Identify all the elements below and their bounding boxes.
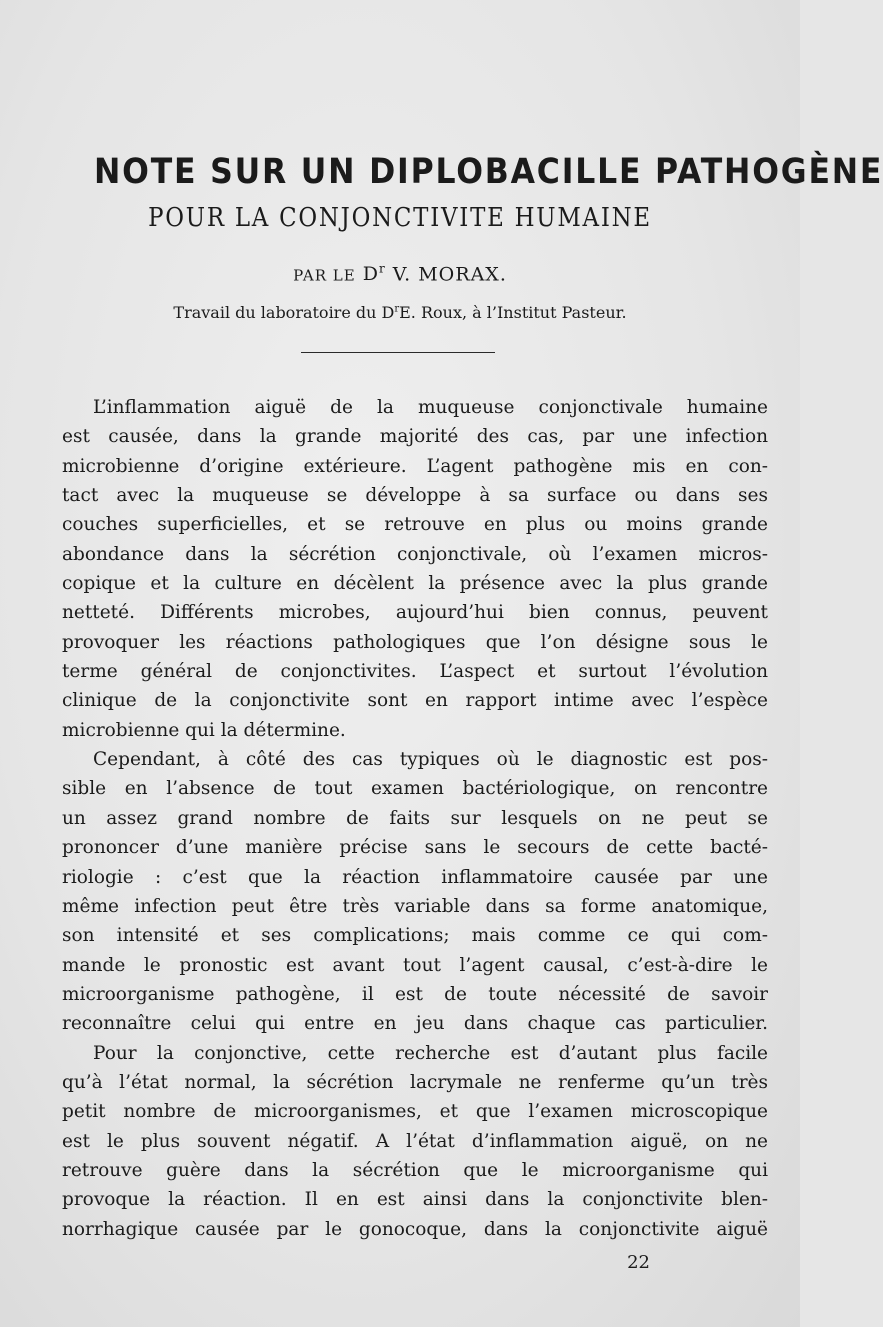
body-line: copique et la culture en décèlent la présence avec la plus grande <box>62 573 768 595</box>
body-line: petit nombre de microorganismes, et que l’examen microscopique <box>62 1101 768 1123</box>
author-name: V. MORAX. <box>392 263 507 286</box>
byline-prefix: PAR LE <box>293 266 356 285</box>
body-line: terme général de conjonctivites. L’aspect et surtout l’évolution <box>62 661 768 683</box>
byline-dr: D <box>362 263 379 286</box>
body-line: clinique de la conjonctivite sont en rapport intime avec l’espèce <box>62 690 768 712</box>
body-line: prononcer d’une manière précise sans le secours de cette bacté- <box>62 837 768 859</box>
body-line: Cependant, à côté des cas typiques où le diagnostic est pos- <box>93 749 768 771</box>
body-line: même infection peut être très variable dans sa forme anatomique, <box>62 895 768 917</box>
article-title: NOTE SUR UN DIPLOBACILLE PATHOGÈNE <box>94 152 883 192</box>
author-byline <box>60 262 740 285</box>
body-line: mande le pronostic est avant tout l’agent causal, c’est-à-dire le <box>62 954 768 976</box>
byline-dr-sup: r <box>378 262 386 276</box>
affiliation-line <box>60 303 740 322</box>
article-subtitle: POUR LA CONJONCTIVITE HUMAINE <box>148 203 652 233</box>
page-number: 22 <box>627 1252 650 1273</box>
body-line: abondance dans la sécrétion conjonctivale, où l’examen micros- <box>62 543 768 565</box>
body-line: L’inflammation aiguë de la muqueuse conjonctivale humaine <box>93 397 768 418</box>
body-line: sible en l’absence de tout examen bactériologique, on rencontre <box>62 778 768 800</box>
section-divider <box>301 352 495 353</box>
byline-title <box>363 263 386 285</box>
body-line: riologie : c’est que la réaction inflammatoire causée par une <box>62 866 768 888</box>
body-line: norrhagique causée par le gonocoque, dans la conjonctivite aiguë <box>62 1218 768 1240</box>
affiliation-sup: r <box>394 303 400 315</box>
body-line: netteté. Différents microbes, aujourd’hui bien connus, peuvent <box>62 602 768 624</box>
body-line: son intensité et ses complications; mais comme ce qui com- <box>62 925 768 947</box>
body-line: microbienne qui la détermine. <box>62 719 346 741</box>
body-line: qu’à l’état normal, la sécrétion lacrymale ne renferme qu’un très <box>62 1071 768 1093</box>
body-line: microorganisme pathogène, il est de toute nécessité de savoir <box>62 983 768 1005</box>
body-line: couches superficielles, et se retrouve en plus ou moins grande <box>62 514 768 536</box>
body-line: retrouve guère dans la sécrétion que le microorganisme qui <box>62 1159 768 1181</box>
affiliation-before: Travail du laboratoire du D <box>173 303 395 322</box>
body-line: un assez grand nombre de faits sur lesquels on ne peut se <box>62 807 768 829</box>
body-line: provoque la réaction. Il en est ainsi dans la conjonctivite blen- <box>62 1189 768 1211</box>
body-line: Pour la conjonctive, cette recherche est d’autant plus facile <box>93 1042 768 1064</box>
body-text <box>62 393 768 1244</box>
body-line: provoquer les réactions pathologiques que l’on désigne sous le <box>62 631 768 653</box>
body-line: microbienne d’origine extérieure. L’agent pathogène mis en con- <box>62 455 768 477</box>
body-line: est causée, dans la grande majorité des cas, par une infection <box>62 426 768 448</box>
body-line: reconnaître celui qui entre en jeu dans chaque cas particulier. <box>62 1013 768 1035</box>
affiliation-after: E. Roux, à l’Institut Pasteur. <box>399 303 627 322</box>
body-line: tact avec la muqueuse se développe à sa surface ou dans ses <box>62 485 768 507</box>
body-line: est le plus souvent négatif. A l’état d’inflammation aiguë, on ne <box>62 1130 768 1152</box>
